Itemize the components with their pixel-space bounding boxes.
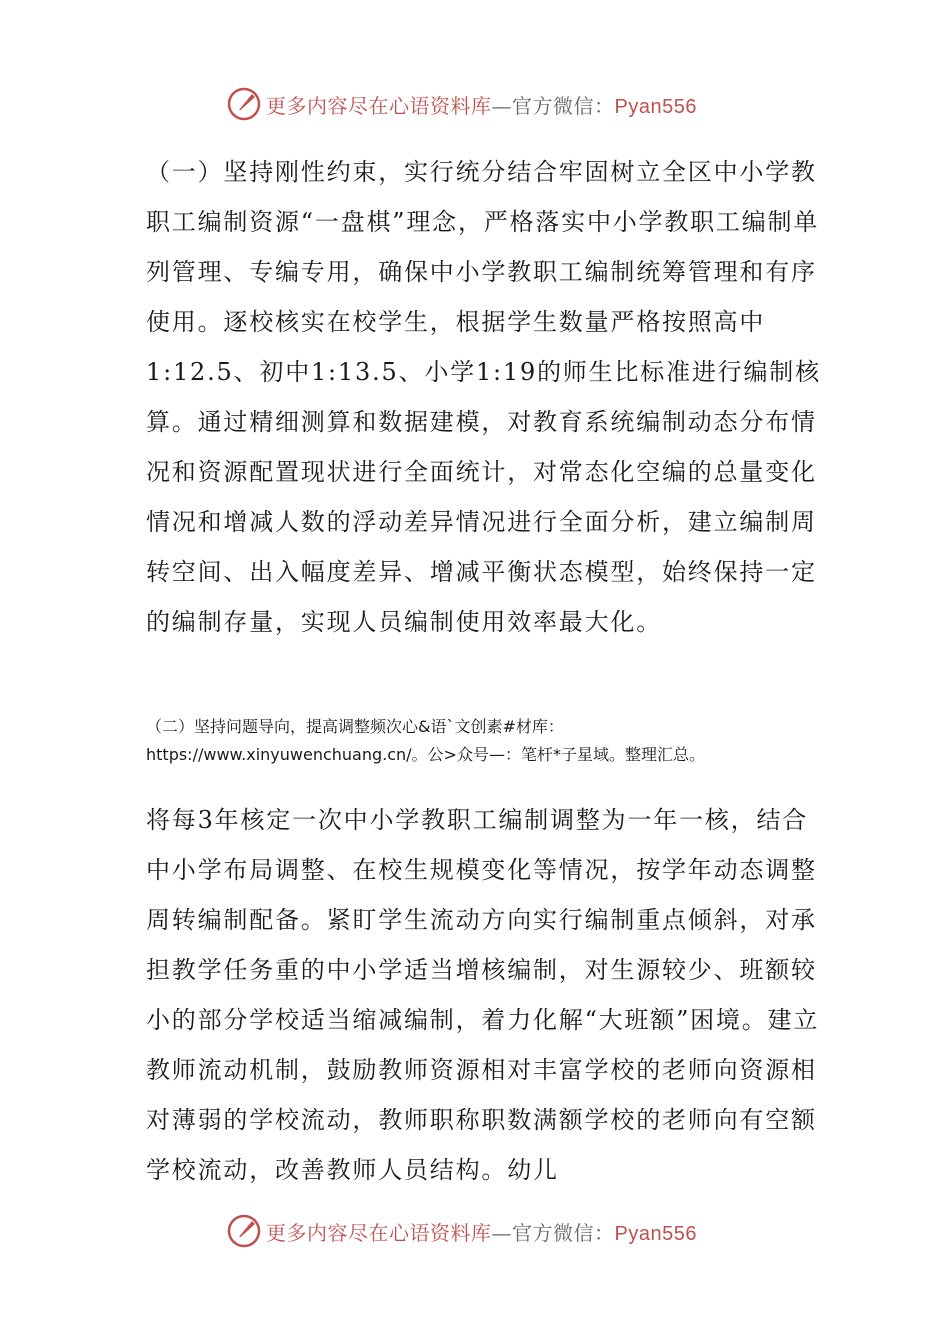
banner-label: 官方微信： xyxy=(512,1220,615,1245)
banner-dash: — xyxy=(491,1220,512,1245)
quill-logo-icon xyxy=(226,1213,262,1249)
section-2-paragraph: 将每3年核定一次中小学教职工编制调整为一年一核，结合中小学布局调整、在校生规模变化等情况，按学年动态调整周转编制配备。紧盯学生流动方向实行编制重点倾斜，对承担教学任务重的中小学适当增核编制，对生源较少、班额较小的部分学校适当缩减编制，着力化解“大班额”困境。建立教师流动机制，鼓励教师资源相对丰富学校的老师向资源相对薄弱的学校流动，教师职称职数满额学校的老师向有空额学校流动，改善教师人员结构。幼儿 xyxy=(146,806,820,1184)
banner-dash: — xyxy=(491,93,512,118)
banner-handle: Pyan556 xyxy=(614,1222,697,1245)
section-2-heading: （二）坚持问题导向，提高调整频次心&语`文创素#材库：https://www.xinyuwenchuang.cn/。公>众号—：笔杆*子星域。整理汇总。 xyxy=(146,717,705,764)
header-banner xyxy=(226,84,697,124)
banner-title: 更多内容尽在心语资料库 xyxy=(266,1220,492,1245)
quill-logo-icon xyxy=(226,86,262,122)
footer-banner xyxy=(226,1211,697,1251)
banner-handle: Pyan556 xyxy=(614,95,697,118)
section-1-paragraph: （一）坚持刚性约束，实行统分结合牢固树立全区中小学教职工编制资源“一盘棋”理念，严格落实中小学教职工编制单列管理、专编专用，确保中小学教职工编制统筹管理和有序使用。逐校核实在校学生，根据学生数量严格按照高中1:12.5、初中1:13.5、小学1:19的师生比标准进行编制核算。通过精细测算和数据建模，对教育系统编制动态分布情况和资源配置现状进行全面统计，对常态化空编的总量变化情况和增减人数的浮动差异情况进行全面分析，建立编制周转空间、出入幅度差异、增减平衡状态模型，始终保持一定的编制存量，实现人员编制使用效率最大化。 xyxy=(146,158,821,636)
banner-title: 更多内容尽在心语资料库 xyxy=(266,93,492,118)
banner-label: 官方微信： xyxy=(512,93,615,118)
